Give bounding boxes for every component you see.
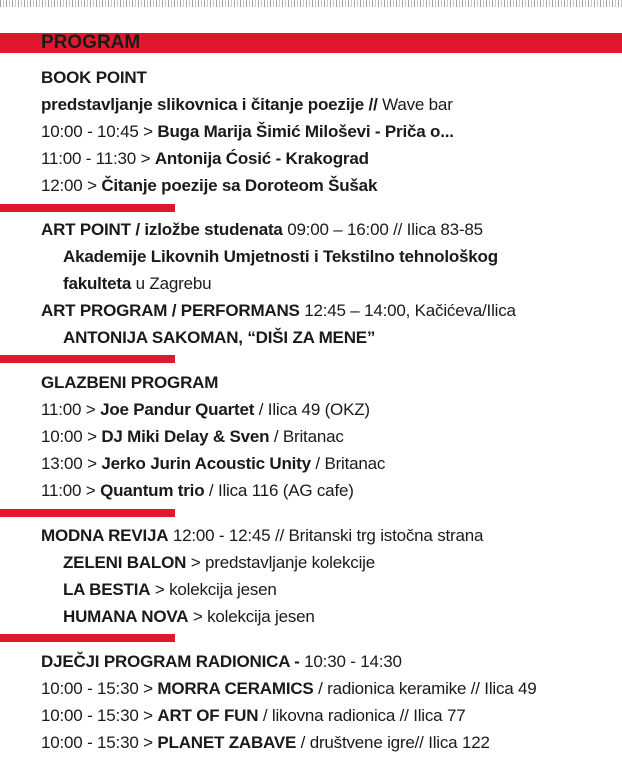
section-divider xyxy=(0,204,175,212)
list-item: 11:00 > Joe Pandur Quartet / Ilica 49 (OKZ) xyxy=(41,400,370,419)
art-point-line: fakulteta u Zagrebu xyxy=(63,274,212,293)
book-point-heading xyxy=(41,66,147,90)
list-item: 13:00 > Jerko Jurin Acoustic Unity / Britanac xyxy=(41,454,386,473)
section-divider xyxy=(0,634,175,642)
fashion-heading: MODNA REVIJA 12:00 - 12:45 // Britanski trg istočna strana xyxy=(41,526,484,545)
list-item: 10:00 - 15:30 > MORRA CERAMICS / radionica keramike // Ilica 49 xyxy=(41,679,537,698)
section-divider xyxy=(0,509,175,517)
music-heading: GLAZBENI PROGRAM xyxy=(41,373,219,392)
art-point-heading: ART POINT / izložbe studenata 09:00 – 16:00 // Ilica 83-85 xyxy=(41,220,483,239)
list-item: 11:00 - 11:30 > Antonija Ćosić - Krakograd xyxy=(41,149,369,168)
list-item: 10:00 - 15:30 > ART OF FUN / likovna radionica // Ilica 77 xyxy=(41,706,466,725)
list-item: HUMANA NOVA > kolekcija jesen xyxy=(63,607,315,626)
top-decorative-border xyxy=(0,0,622,7)
kids-heading: DJEČJI PROGRAM RADIONICA - 10:30 - 14:30 xyxy=(41,652,402,671)
section-title: BOOK POINT xyxy=(41,68,147,87)
page-title: PROGRAM xyxy=(41,32,141,53)
book-point-subtitle: predstavljanje slikovnica i čitanje poezije // Wave bar xyxy=(41,95,453,114)
list-item: LA BESTIA > kolekcija jesen xyxy=(63,580,277,599)
section-divider xyxy=(0,355,175,363)
art-program-performer: ANTONIJA SAKOMAN, “DIŠI ZA MENE” xyxy=(63,328,376,347)
art-program-heading: ART PROGRAM / PERFORMANS 12:45 – 14:00, Kačićeva/Ilica xyxy=(41,301,516,320)
list-item: 10:00 - 15:30 > PLANET ZABAVE / društvene igre// Ilica 122 xyxy=(41,733,490,752)
art-point-line: Akademije Likovnih Umjetnosti i Tekstilno tehnološkog xyxy=(63,247,498,266)
list-item: 10:00 - 10:45 > Buga Marija Šimić Miloševi - Priča o... xyxy=(41,122,454,141)
list-item: ZELENI BALON > predstavljanje kolekcije xyxy=(63,553,376,572)
list-item: 11:00 > Quantum trio / Ilica 116 (AG cafe) xyxy=(41,481,354,500)
list-item: 10:00 > DJ Miki Delay & Sven / Britanac xyxy=(41,427,344,446)
list-item: 12:00 > Čitanje poezije sa Doroteom Šušak xyxy=(41,176,378,195)
